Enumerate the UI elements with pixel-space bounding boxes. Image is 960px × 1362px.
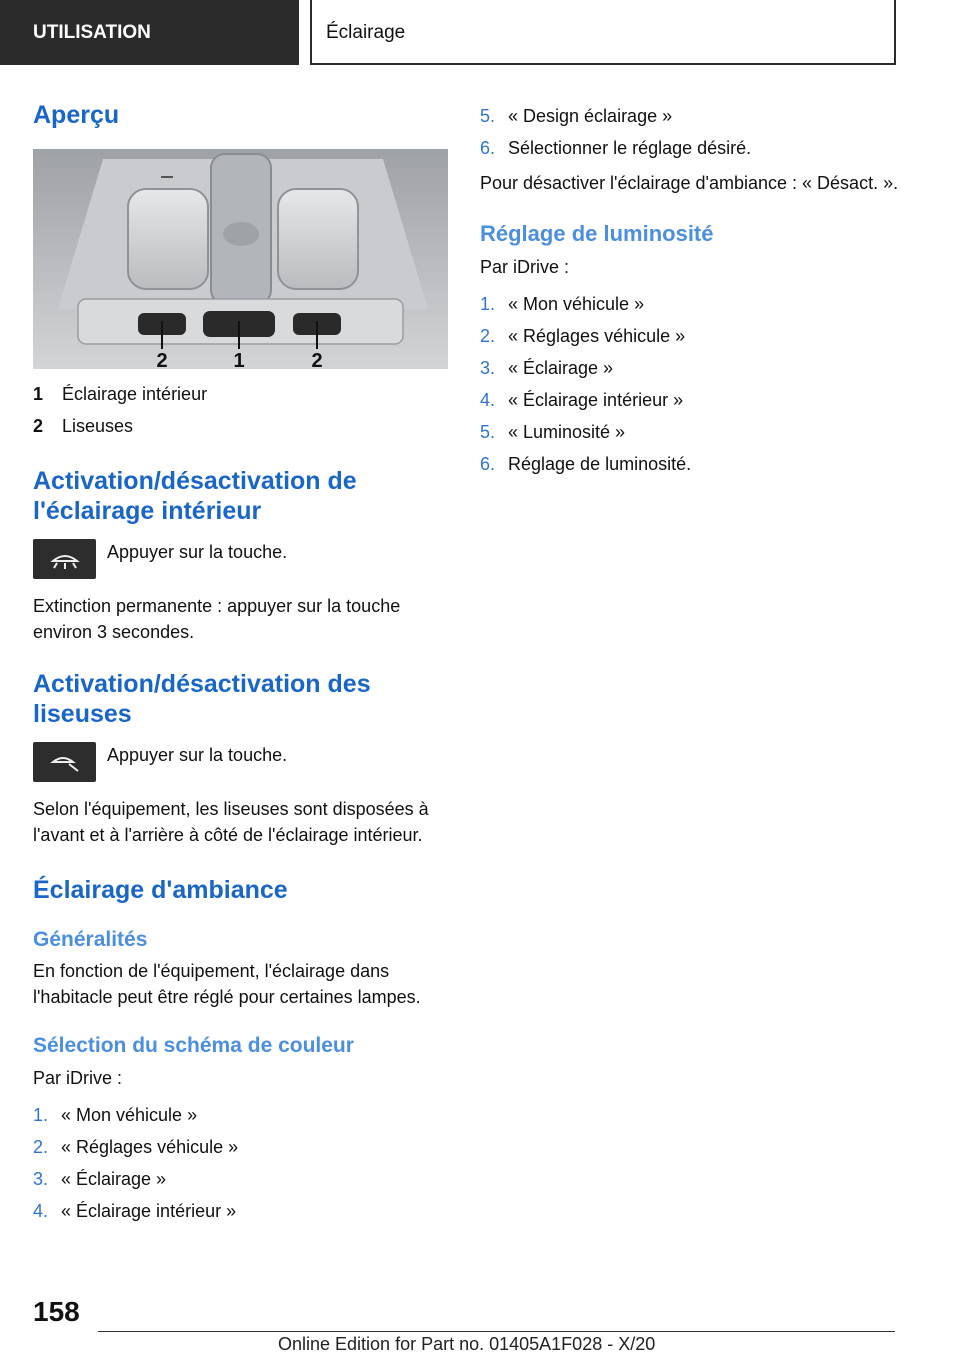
figure-label-right: 2 xyxy=(311,350,323,369)
figure-legend xyxy=(33,378,448,442)
list-text: « Design éclairage » xyxy=(508,106,673,126)
color-scheme-title: Sélection du schéma de couleur xyxy=(33,1034,354,1057)
list-item xyxy=(33,1131,448,1163)
list-number: 5. xyxy=(480,422,496,442)
list-item xyxy=(480,100,900,132)
reading-light-instruction xyxy=(33,742,448,782)
header-section: UTILISATION xyxy=(0,0,299,65)
list-text: « Éclairage » xyxy=(61,1169,167,1189)
list-number: 3. xyxy=(480,358,496,378)
list-text: Réglage de luminosité. xyxy=(508,454,692,474)
legend-text: Éclairage intérieur xyxy=(62,384,208,404)
header-chapter: Éclairage xyxy=(310,0,896,65)
interior-press-text: Appuyer sur la touche. xyxy=(107,542,288,562)
list-number: 2. xyxy=(480,326,496,346)
overhead-console-image xyxy=(33,149,448,369)
list-item xyxy=(480,320,900,352)
list-number: 2. xyxy=(33,1137,49,1157)
list-number: 4. xyxy=(33,1201,49,1221)
list-number: 5. xyxy=(480,106,496,126)
figure-label-left: 2 xyxy=(156,350,168,369)
brightness-steps xyxy=(480,288,900,480)
list-number: 6. xyxy=(480,138,496,158)
list-number: 4. xyxy=(480,390,496,410)
list-text: « Éclairage intérieur » xyxy=(508,390,684,410)
list-text: « Mon véhicule » xyxy=(61,1105,198,1125)
list-text: « Mon véhicule » xyxy=(508,294,645,314)
overview-title: Aperçu xyxy=(33,101,120,129)
color-scheme-steps-continued xyxy=(480,100,900,164)
reading-press-text: Appuyer sur la touche. xyxy=(107,745,288,765)
general-text: En fonction de l'équipement, l'éclairage dans l'habitacle peut être réglé pour certaines lampes. xyxy=(33,961,421,1007)
extinction-text: Extinction permanente : appuyer sur la touche environ 3 secondes. xyxy=(33,596,401,642)
list-text: « Éclairage intérieur » xyxy=(61,1201,237,1221)
list-item xyxy=(33,1195,448,1227)
brightness-title: Réglage de luminosité xyxy=(480,221,714,246)
ambient-light-title: Éclairage d'ambiance xyxy=(33,876,288,904)
interior-light-instruction xyxy=(33,539,448,579)
list-text: Sélectionner le réglage désiré. xyxy=(508,138,752,158)
general-title: Généralités xyxy=(33,928,148,951)
color-scheme-via: Par iDrive : xyxy=(33,1068,123,1088)
edition-text: Online Edition for Part no. 01405A1F028 - X/20 xyxy=(278,1334,656,1354)
figure-label-center: 1 xyxy=(233,350,245,369)
footer-divider xyxy=(98,1331,895,1332)
list-item xyxy=(480,416,900,448)
list-item xyxy=(480,352,900,384)
list-number: 3. xyxy=(33,1169,49,1189)
list-number: 1. xyxy=(33,1105,49,1125)
list-number: 1. xyxy=(480,294,496,314)
list-text: « Réglages véhicule » xyxy=(508,326,686,346)
list-item xyxy=(480,132,900,164)
legend-number: 2 xyxy=(33,416,44,436)
interior-light-button-icon xyxy=(33,539,96,579)
legend-item xyxy=(33,410,448,442)
legend-number: 1 xyxy=(33,384,44,404)
list-item xyxy=(480,384,900,416)
deactivate-text: Pour désactiver l'éclairage d'ambiance : « Désact. ». xyxy=(480,173,899,193)
list-number: 6. xyxy=(480,454,496,474)
reading-light-title: Activation/désactivation des liseuses xyxy=(33,670,371,728)
legend-item xyxy=(33,378,448,410)
list-text: « Éclairage » xyxy=(508,358,614,378)
list-item xyxy=(480,288,900,320)
interior-light-title: Activation/désactivation de l'éclairage intérieur xyxy=(33,467,357,525)
list-item xyxy=(480,448,900,480)
right-column xyxy=(480,100,900,480)
list-item xyxy=(33,1163,448,1195)
list-text: « Luminosité » xyxy=(508,422,626,442)
list-text: « Réglages véhicule » xyxy=(61,1137,239,1157)
brightness-via: Par iDrive : xyxy=(480,257,570,277)
page-number: 158 xyxy=(33,1296,80,1327)
reading-description: Selon l'équipement, les liseuses sont disposées à l'avant et à l'arrière à côté de l'éclairage intérieur. xyxy=(33,799,429,845)
legend-text: Liseuses xyxy=(62,416,134,436)
reading-light-button-icon xyxy=(33,742,96,782)
list-item xyxy=(33,1099,448,1131)
left-column xyxy=(33,100,448,1227)
color-scheme-steps xyxy=(33,1099,448,1227)
